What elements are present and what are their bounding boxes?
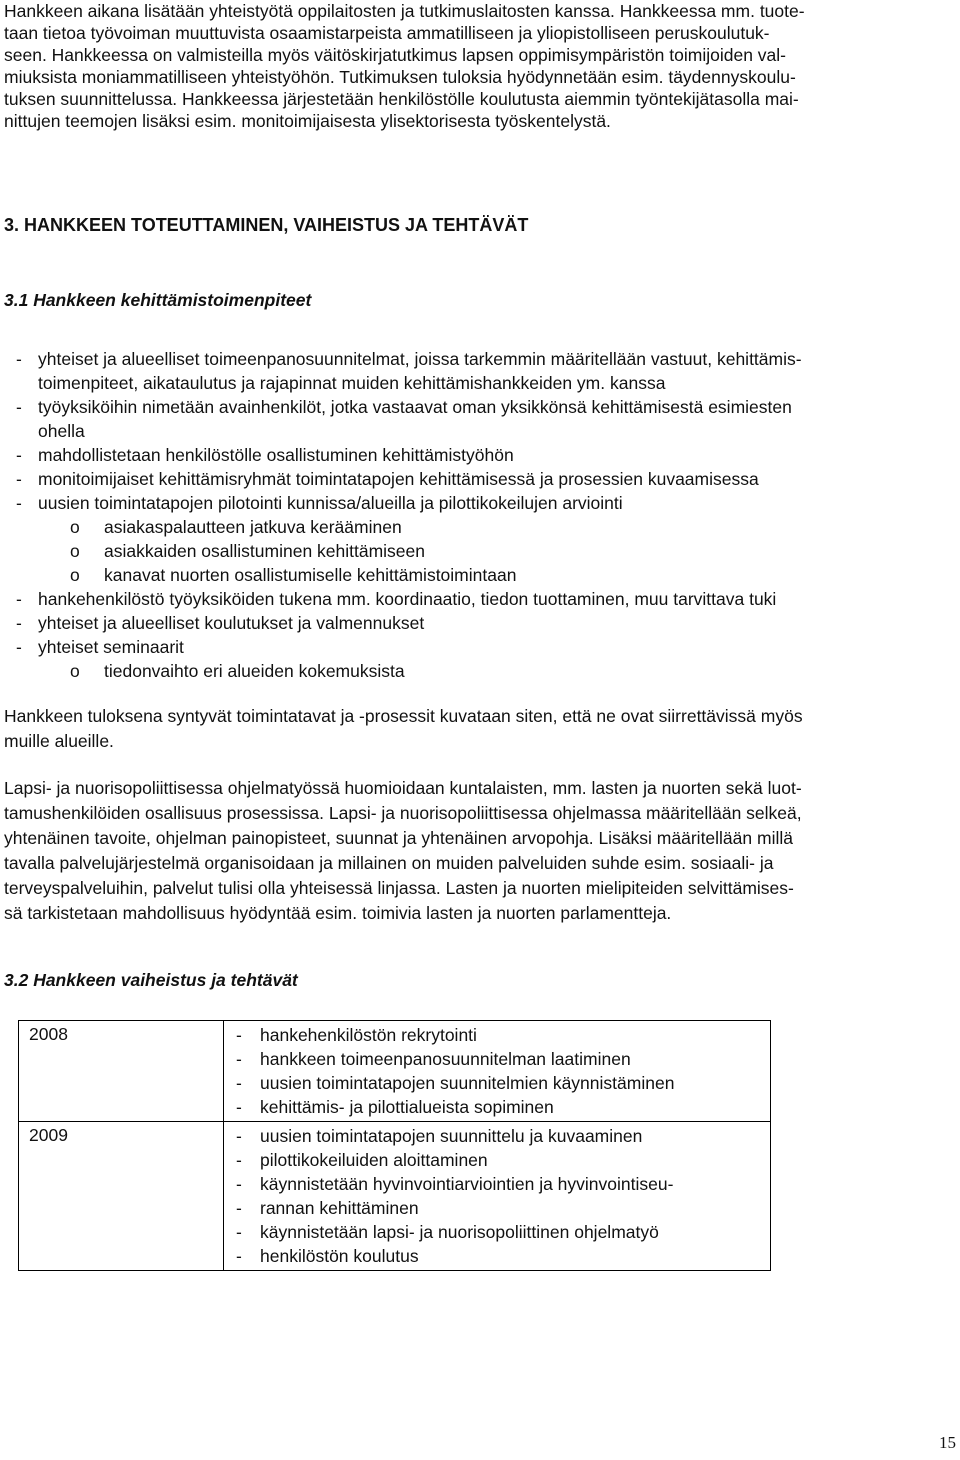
task-marker: - <box>236 1126 242 1146</box>
results-paragraph <box>4 704 956 754</box>
paragraph-line: Hankkeen tuloksena syntyvät toimintatavat ja -prosessit kuvataan siten, että ne ovat siirrettävissä myös <box>4 706 803 726</box>
task-item <box>236 1071 770 1095</box>
list-item <box>4 492 956 516</box>
task-item <box>236 1047 770 1071</box>
task-text: uusien toimintatapojen suunnittelu ja kuvaaminen <box>260 1126 643 1146</box>
list-item <box>4 564 956 588</box>
list-item-text: kanavat nuorten osallistumiselle kehittämistoimintaan <box>104 565 517 585</box>
task-text: uusien toimintatapojen suunnitelmien käynnistäminen <box>260 1073 675 1093</box>
list-item <box>4 612 956 636</box>
task-text: hankkeen toimeenpanosuunnitelman laatiminen <box>260 1049 631 1069</box>
section-3-1-heading: 3.1 Hankkeen kehittämistoimenpiteet <box>4 290 312 310</box>
phase-row <box>19 1122 771 1271</box>
task-item <box>236 1220 770 1244</box>
list-item <box>4 516 956 540</box>
paragraph-line: yhtenäinen tavoite, ohjelman painopisteet, suunnat ja yhtenäinen arvopohja. Lisäksi määritellään millä <box>4 828 793 848</box>
list-item-text: uusien toimintatapojen pilotointi kunnissa/alueilla ja pilottikokeilujen arviointi <box>38 493 623 513</box>
task-marker: - <box>236 1097 242 1117</box>
page-number: 15 <box>939 1433 956 1452</box>
list-marker: - <box>16 445 22 465</box>
task-marker: - <box>236 1150 242 1170</box>
list-marker: - <box>16 589 22 609</box>
list-marker: o <box>70 517 80 537</box>
paragraph-line: tavalla palvelujärjestelmä organisoidaan ja millainen on muiden palveluiden suhde esim. sosiaali- ja <box>4 853 774 873</box>
task-marker: - <box>236 1198 242 1218</box>
list-item <box>4 468 956 492</box>
phase-year: 2009 <box>19 1122 224 1271</box>
list-item <box>4 348 956 372</box>
paragraph-line: sä tarkistetaan mahdollisuus hyödyntää esim. toimivia lasten ja nuorten parlamentteja. <box>4 903 672 923</box>
intro-line: nittujen teemojen lisäksi esim. monitoimijaisesta ylisektorisesta työskentelystä. <box>4 111 611 131</box>
list-item-text: yhteiset ja alueelliset toimeenpanosuunnitelmat, joissa tarkemmin määritellään vastuut, kehittämis- <box>38 349 802 369</box>
task-text: rannan kehittäminen <box>260 1198 419 1218</box>
list-marker: - <box>16 637 22 657</box>
task-text: käynnistetään lapsi- ja nuorisopoliittinen ohjelmatyö <box>260 1222 659 1242</box>
list-marker: - <box>16 613 22 633</box>
list-marker: - <box>16 493 22 513</box>
measures-list <box>4 348 956 684</box>
phase-tasks <box>224 1122 771 1271</box>
section-3-heading: 3. HANKKEEN TOTEUTTAMINEN, VAIHEISTUS JA TEHTÄVÄT <box>4 215 529 235</box>
task-marker: - <box>236 1246 242 1266</box>
task-item <box>236 1095 770 1119</box>
list-item <box>4 636 956 660</box>
list-marker: - <box>16 349 22 369</box>
task-text: henkilöstön koulutus <box>260 1246 419 1266</box>
task-item <box>236 1244 770 1268</box>
paragraph-line: terveyspalveluihin, palvelut tulisi olla yhteisessä linjassa. Lasten ja nuorten mielipiteiden selvittämises- <box>4 878 794 898</box>
list-item <box>4 588 956 612</box>
list-item-text: monitoimijaiset kehittämisryhmät toimintatapojen kehittämisessä ja prosessien kuvaamisessa <box>38 469 759 489</box>
list-item-text: ohella <box>38 421 85 441</box>
task-marker: - <box>236 1049 242 1069</box>
list-item <box>4 444 956 468</box>
list-item-text: toimenpiteet, aikataulutus ja rajapinnat muiden kehittämishankkeiden ym. kanssa <box>38 373 666 393</box>
phase-tasks <box>224 1021 771 1122</box>
list-item <box>4 420 956 444</box>
phase-table <box>18 1020 771 1271</box>
list-marker: o <box>70 541 80 561</box>
list-marker: o <box>70 661 80 681</box>
task-text: kehittämis- ja pilottialueista sopiminen <box>260 1097 554 1117</box>
task-marker: - <box>236 1025 242 1045</box>
intro-line: taan tietoa työvoiman muuttuvista osaamistarpeista ammatilliseen ja yliopistolliseen peruskoulutuk- <box>4 23 770 43</box>
list-item <box>4 372 956 396</box>
intro-line: seen. Hankkeessa on valmisteilla myös väitöskirjatutkimus lapsen oppimisympäristön toimijoiden val- <box>4 45 786 65</box>
intro-line: Hankkeen aikana lisätään yhteistyötä oppilaitosten ja tutkimuslaitosten kanssa. Hankkeessa mm. tuote- <box>4 1 805 21</box>
list-item-text: asiakkaiden osallistuminen kehittämiseen <box>104 541 426 561</box>
list-item-text: yhteiset ja alueelliset koulutukset ja valmennukset <box>38 613 425 633</box>
section-3-2-heading: 3.2 Hankkeen vaiheistus ja tehtävät <box>4 970 298 990</box>
list-marker: - <box>16 397 22 417</box>
list-marker: - <box>16 469 22 489</box>
task-item <box>236 1023 770 1047</box>
list-item-text: työyksiköihin nimetään avainhenkilöt, jotka vastaavat oman yksikkönsä kehittämisestä esimiesten <box>38 397 792 417</box>
task-item <box>236 1124 770 1148</box>
paragraph-line: Lapsi- ja nuorisopoliittisessa ohjelmatyössä huomioidaan kuntalaisten, mm. lasten ja nuorten sekä luot- <box>4 778 802 798</box>
task-marker: - <box>236 1073 242 1093</box>
task-text: hankehenkilöstön rekrytointi <box>260 1025 477 1045</box>
intro-paragraph <box>4 0 956 132</box>
intro-line: miuksista moniammatilliseen yhteistyöhön. Tutkimuksen tuloksia hyödynnetään esim. täydennyskoulu- <box>4 67 796 87</box>
list-marker: o <box>70 565 80 585</box>
phase-year: 2008 <box>19 1021 224 1122</box>
task-item <box>236 1172 770 1196</box>
task-item <box>236 1148 770 1172</box>
phase-row <box>19 1021 771 1122</box>
list-item <box>4 396 956 420</box>
paragraph-line: tamushenkilöiden osallisuus prosessissa. Lapsi- ja nuorisopoliittisessa ohjelmassa määritellään selkeä, <box>4 803 802 823</box>
task-marker: - <box>236 1222 242 1242</box>
list-item-text: yhteiset seminaarit <box>38 637 184 657</box>
intro-line: tuksen suunnittelussa. Hankkeessa järjestetään henkilöstölle koulutusta aiemmin työntekijätasolla mai- <box>4 89 799 109</box>
task-marker: - <box>236 1174 242 1194</box>
youth-policy-paragraph <box>4 776 956 926</box>
list-item-text: asiakaspalautteen jatkuva kerääminen <box>104 517 402 537</box>
list-item <box>4 660 956 684</box>
task-item <box>236 1196 770 1220</box>
task-text: käynnistetään hyvinvointiarviointien ja hyvinvointiseu- <box>260 1174 674 1194</box>
paragraph-line: muille alueille. <box>4 731 114 751</box>
task-text: pilottikokeiluiden aloittaminen <box>260 1150 488 1170</box>
list-item-text: hankehenkilöstö työyksiköiden tukena mm. koordinaatio, tiedon tuottaminen, muu tarvittava tuki <box>38 589 777 609</box>
list-item-text: tiedonvaihto eri alueiden kokemuksista <box>104 661 405 681</box>
list-item <box>4 540 956 564</box>
list-item-text: mahdollistetaan henkilöstölle osallistuminen kehittämistyöhön <box>38 445 514 465</box>
